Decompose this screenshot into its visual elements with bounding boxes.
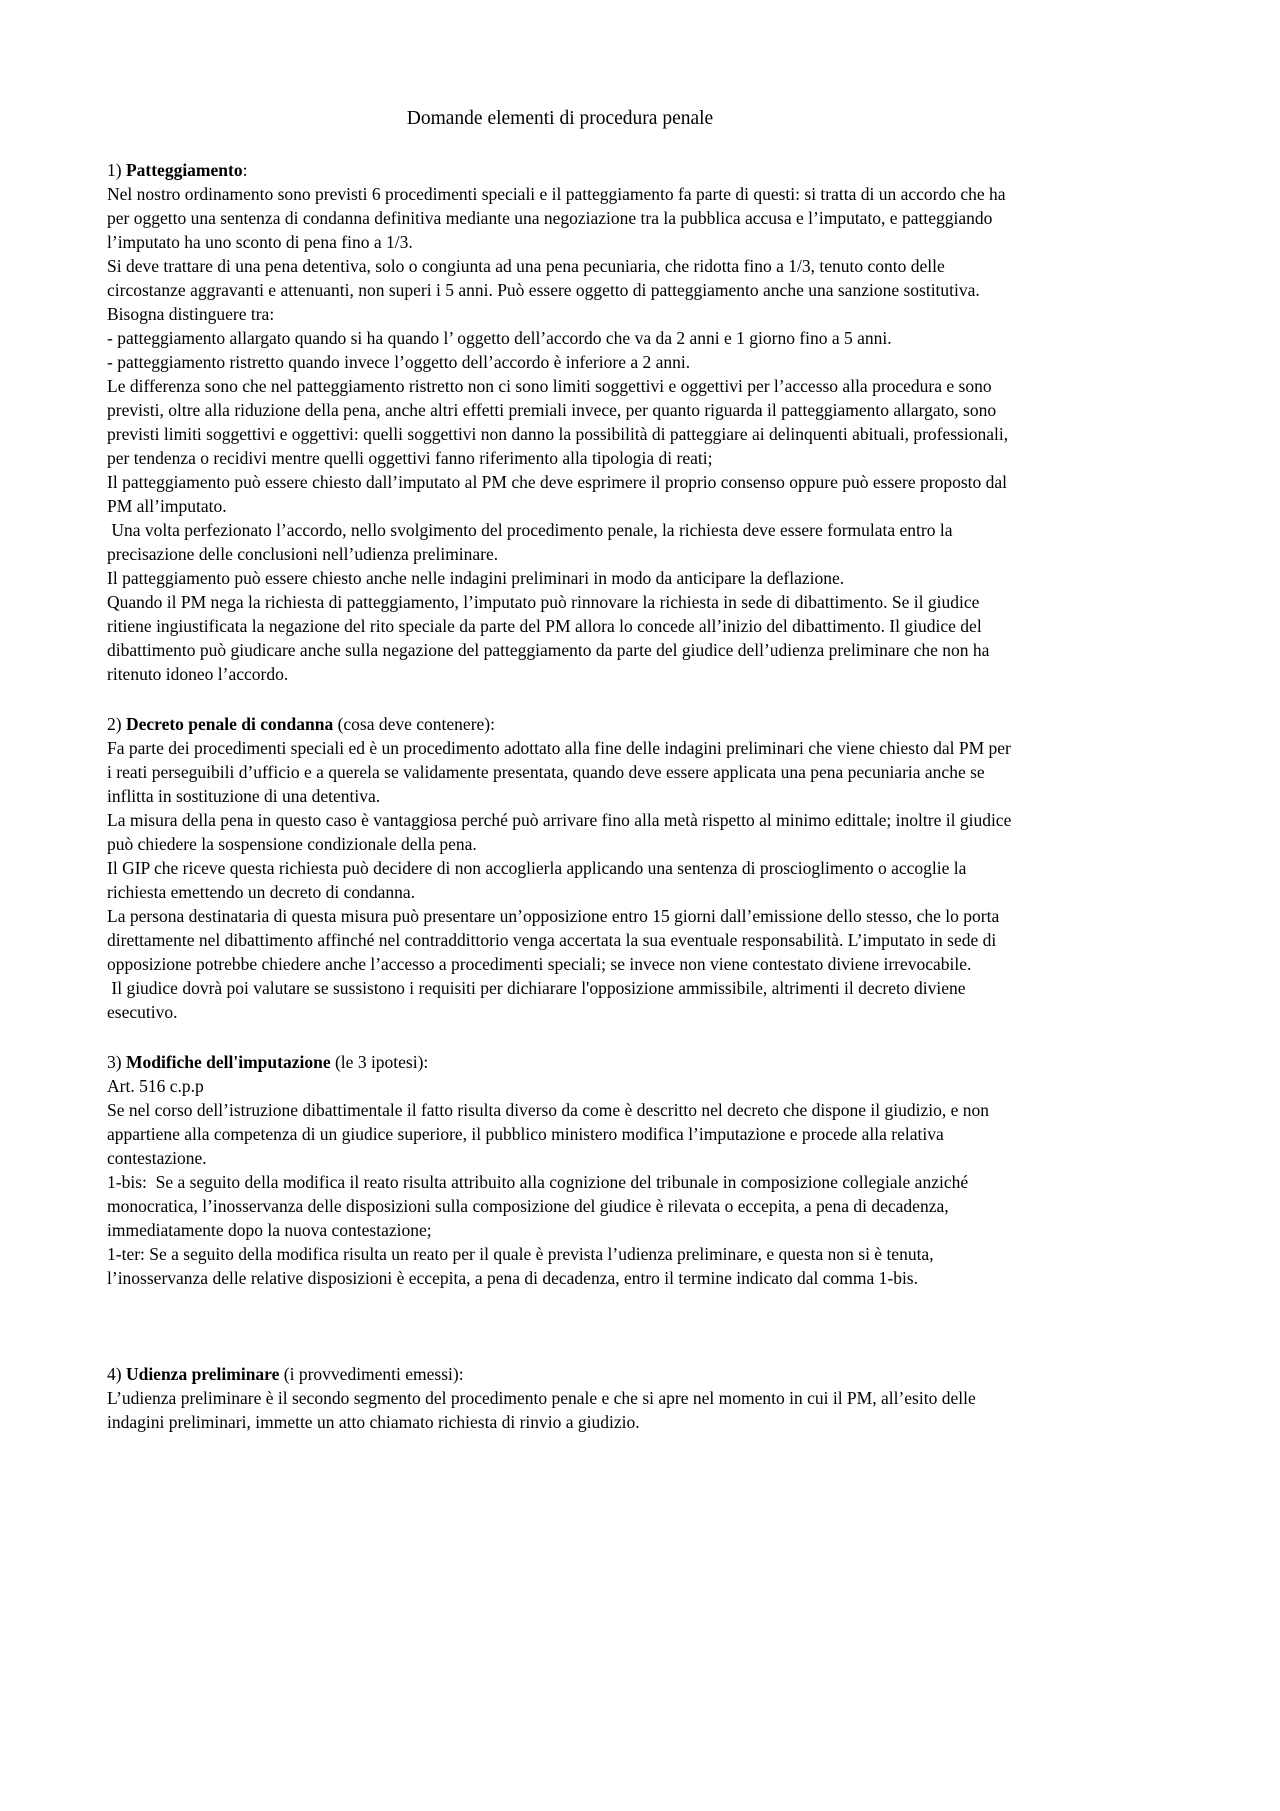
section-number: 1) (107, 160, 126, 180)
paragraph: - patteggiamento ristretto quando invece l’oggetto dell’accordo è inferiore a 2 anni. (107, 352, 691, 372)
paragraph: Bisogna distinguere tra: (107, 304, 275, 324)
document-title: Domande elementi di procedura penale (406, 108, 714, 129)
document-section-2 (107, 712, 1016, 1024)
paragraph: Nel nostro ordinamento sono previsti 6 procedimenti speciali e il patteggiamento fa parte di questi: si tratta di un accordo che ha per oggetto una sentenza di condanna definitiva mediante una negoziazione tra la pubblica accusa e l’imputato, e patteggiando l’imputato ha uno sconto di pena fino a 1/3. (107, 184, 1010, 252)
paragraph: - patteggiamento allargato quando si ha quando l’ oggetto dell’accordo che va da 2 anni e 1 giorno fino a 5 anni. (107, 328, 892, 348)
section-number: 2) (107, 714, 126, 734)
paragraph: Una volta perfezionato l’accordo, nello svolgimento del procedimento penale, la richiesta deve essere formulata entro la precisazione delle conclusioni nell’udienza preliminare. (107, 520, 957, 564)
section-title: Decreto penale di condanna (125, 714, 334, 734)
section-title-suffix: : (242, 160, 248, 180)
section-number: 4) (107, 1364, 126, 1384)
document-section-4 (107, 1362, 1013, 1434)
paragraph: Se nel corso dell’istruzione dibattimentale il fatto risulta diverso da come è descritto nel decreto che dispone il giudizio, e non appartiene alla competenza di un giudice superiore, il pubblico ministero modifica l’imputazione e procede alla relativa contestazione. (107, 1100, 994, 1168)
section-title-suffix: (i provvedimenti emessi): (279, 1364, 464, 1384)
paragraph: Fa parte dei procedimenti speciali ed è un procedimento adottato alla fine delle indagini preliminari che viene chiesto dal PM per i reati perseguibili d’ufficio e a querela se validamente presentata, quando deve essere applicata una pena pecuniaria anche se inflitta in sostituzione di una detentiva. (107, 738, 1016, 806)
section-title: Udienza preliminare (125, 1364, 280, 1384)
section-heading (107, 158, 1013, 182)
section-title: Modifiche dell'imputazione (125, 1052, 331, 1072)
section-heading (107, 1050, 1013, 1074)
paragraph: Le differenza sono che nel patteggiamento ristretto non ci sono limiti soggettivi e oggettivi per l’accesso alla procedura e sono previsti, oltre alla riduzione della pena, anche altri effetti premiali invece, per quanto riguarda il patteggiamento allargato, sono previsti limiti soggettivi e oggettivi: quelli soggettivi non danno la possibilità di patteggiare ai delinquenti abituali, professionali, per tendenza o recidivi mentre quelli oggettivi fanno riferimento alla tipologia di reati; (107, 376, 1013, 468)
section-heading (107, 712, 1013, 736)
paragraph: L’udienza preliminare è il secondo segmento del procedimento penale e che si apre nel momento in cui il PM, all’esito delle indagini preliminari, immette un atto chiamato richiesta di rinvio a giudizio. (107, 1388, 981, 1432)
paragraph: Il GIP che riceve questa richiesta può decidere di non accoglierla applicando una sentenza di proscioglimento o accoglie la richiesta emettendo un decreto di condanna. (107, 858, 971, 902)
section-number: 3) (107, 1052, 126, 1072)
paragraph: Il patteggiamento può essere chiesto anche nelle indagini preliminari in modo da anticipare la deflazione. (107, 568, 845, 588)
section-heading (107, 1362, 1013, 1386)
sections-container (107, 158, 1016, 1434)
paragraph: 1-ter: Se a seguito della modifica risulta un reato per il quale è prevista l’udienza preliminare, e questa non si è tenuta, l’inosservanza delle relative disposizioni è eccepita, a pena di decadenza, entro il termine indicato dal comma 1-bis. (107, 1244, 938, 1288)
document-section-1 (107, 158, 1013, 686)
paragraph: 1-bis: Se a seguito della modifica il reato risulta attribuito alla cognizione del tribunale in composizione collegiale anziché monocratica, l’inosservanza delle disposizioni sulla composizione del giudice è rilevata o eccepita, a pena di decadenza, immediatamente dopo la nuova contestazione; (107, 1172, 973, 1240)
document-section-3 (107, 1050, 1013, 1290)
paragraph: Art. 516 c.p.p (107, 1076, 204, 1096)
paragraph: La persona destinataria di questa misura può presentare un’opposizione entro 15 giorni dall’emissione dello stesso, che lo porta direttamente nel dibattimento affinché nel contraddittorio venga accertata la sua eventuale responsabilità. L’imputato in sede di opposizione potrebbe chiedere anche l’accesso a procedimenti speciali; se invece non viene contestato diviene irrevocabile. (107, 906, 1004, 974)
paragraph: La misura della pena in questo caso è vantaggiosa perché può arrivare fino alla metà rispetto al minimo edittale; inoltre il giudice può chiedere la sospensione condizionale della pena. (107, 810, 1016, 854)
document-content (107, 106, 1016, 1434)
paragraph: Si deve trattare di una pena detentiva, solo o congiunta ad una pena pecuniaria, che ridotta fino a 1/3, tenuto conto delle circostanze aggravanti e attenuanti, non superi i 5 anni. Può essere oggetto di patteggiamento anche una sanzione sostitutiva. (107, 256, 980, 300)
section-title-suffix: (cosa deve contenere): (333, 714, 495, 734)
section-title-suffix: (le 3 ipotesi): (330, 1052, 429, 1072)
paragraph: Il giudice dovrà poi valutare se sussistono i requisiti per dichiarare l'opposizione ammissibile, altrimenti il decreto diviene esecutivo. (107, 978, 970, 1022)
paragraph: Il patteggiamento può essere chiesto dall’imputato al PM che deve esprimere il proprio consenso oppure può essere proposto dal PM all’imputato. (107, 472, 1012, 516)
section-title: Patteggiamento (125, 160, 243, 180)
paragraph: Quando il PM nega la richiesta di patteggiamento, l’imputato può rinnovare la richiesta in sede di dibattimento. Se il giudice ritiene ingiustificata la negazione del rito speciale da parte del PM allora lo concede all’inizio del dibattimento. Il giudice del dibattimento può giudicare anche sulla negazione del patteggiamento da parte del giudice dell’udienza preliminare che non ha ritenuto idoneo l’accordo. (107, 592, 994, 684)
